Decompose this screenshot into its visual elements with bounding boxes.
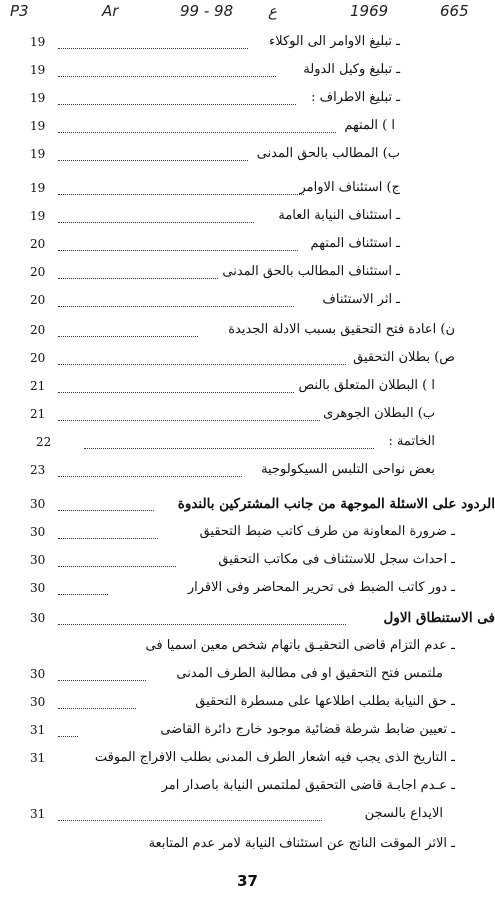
leader-dots xyxy=(58,62,276,77)
entry-title: الايداع بالسجن xyxy=(364,806,443,821)
entry-page: 19 xyxy=(30,119,46,133)
entry-page: 19 xyxy=(30,181,46,195)
entry-page: 19 xyxy=(30,209,46,223)
toc-entry-continuation xyxy=(0,802,495,826)
toc-entry xyxy=(0,318,495,342)
toc-entry-continuation xyxy=(0,662,495,686)
entry-page: 31 xyxy=(30,751,46,765)
entry-title: ـ اثر الاستئناف xyxy=(322,292,400,307)
leader-dots xyxy=(58,552,176,567)
leader-dots xyxy=(58,322,198,337)
archive-header xyxy=(0,2,495,26)
entry-title: فى الاستنطاق الاول xyxy=(383,610,495,626)
entry-title: ج) استئناف الاوامر xyxy=(299,180,400,195)
header-code: P3 xyxy=(10,2,29,20)
entry-page: 20 xyxy=(30,293,46,307)
leader-dots xyxy=(58,806,322,821)
leader-dots xyxy=(58,236,298,251)
entry-title: ن) اعادة فتح التحقيق بسبب الادلة الجديدة xyxy=(228,322,455,337)
entry-title: ـ تبليغ وكيل الدولة xyxy=(303,62,400,77)
header-year: 1969 xyxy=(350,2,389,20)
entry-page: 19 xyxy=(30,91,46,105)
leader-dots xyxy=(58,666,146,681)
leader-dots xyxy=(58,180,304,195)
entry-title: ـ الاثر الموقت الناتج عن استئناف النيابة لامر عدم المتابعة xyxy=(148,836,455,851)
entry-page: 20 xyxy=(30,265,46,279)
entry-page: 19 xyxy=(30,63,46,77)
leader-dots xyxy=(58,378,294,393)
entry-page: 31 xyxy=(30,723,46,737)
toc-entry xyxy=(0,746,495,770)
toc-entry xyxy=(0,458,495,482)
entry-title: ا ) المتهم xyxy=(344,118,395,133)
entry-page: 22 xyxy=(36,435,52,449)
entry-title: ـ تعيين ضابط شرطة قضائية موجود خارج دائرة القاضى xyxy=(160,722,455,737)
toc-entry xyxy=(0,374,495,398)
entry-page: 19 xyxy=(30,147,46,161)
entry-title: ـ ضرورة المعاونة من طرف كاتب ضبط التحقيق xyxy=(199,524,455,539)
toc-entry xyxy=(0,690,495,714)
toc-entry xyxy=(0,576,495,600)
toc-entry xyxy=(0,402,495,426)
toc-entry xyxy=(0,176,495,200)
leader-dots xyxy=(58,722,78,737)
leader-dots xyxy=(58,462,242,477)
header-range: 99 - 98 xyxy=(180,2,234,20)
entry-page: 30 xyxy=(30,667,46,681)
toc-entry xyxy=(0,58,495,82)
entry-page: 20 xyxy=(30,237,46,251)
header-letter: ع xyxy=(268,2,277,20)
entry-page: 30 xyxy=(30,581,46,595)
entry-page: 30 xyxy=(30,525,46,539)
entry-title: الخاتمة : xyxy=(388,434,435,449)
entry-page: 30 xyxy=(30,497,46,511)
entry-title: ملتمس فتح التحقيق او فى مطالبة الطرف المدنى xyxy=(176,666,443,681)
toc-entry xyxy=(0,832,495,856)
toc-section-heading xyxy=(0,492,495,516)
toc-entry xyxy=(0,634,495,658)
page-number: 37 xyxy=(237,872,258,890)
leader-dots xyxy=(58,264,218,279)
leader-dots xyxy=(58,208,254,223)
header-lang: Ar xyxy=(102,2,119,20)
entry-page: 21 xyxy=(30,407,46,421)
toc-entry xyxy=(0,774,495,798)
header-number: 665 xyxy=(440,2,469,20)
entry-title: ـ حق النيابة بطلب اطلاعها على مسطرة التحقيق xyxy=(195,694,455,709)
leader-dots xyxy=(58,524,158,539)
leader-dots xyxy=(58,292,294,307)
toc-entry xyxy=(0,346,495,370)
leader-dots xyxy=(58,694,136,709)
toc-entry xyxy=(0,142,495,166)
toc-entry xyxy=(0,288,495,312)
entry-page: 20 xyxy=(30,351,46,365)
entry-page: 30 xyxy=(30,611,46,625)
leader-dots xyxy=(58,610,346,625)
toc-entry xyxy=(0,430,495,454)
entry-page: 19 xyxy=(30,35,46,49)
entry-title: ـ التاريخ الذى يجب فيه اشعار الطرف المدنى بطلب الافراج الموقت xyxy=(94,750,455,765)
leader-dots xyxy=(58,406,320,421)
entry-page: 21 xyxy=(30,379,46,393)
toc-entry xyxy=(0,520,495,544)
toc-section-heading xyxy=(0,606,495,630)
entry-title: الردود على الاسئلة الموجهة من جانب المشتركين بالندوة xyxy=(177,496,495,512)
entry-title: ص) بطلان التحقيق xyxy=(353,350,455,365)
entry-page: 20 xyxy=(30,323,46,337)
toc-entry xyxy=(0,232,495,256)
entry-title: ـ استئناف المطالب بالحق المدنى xyxy=(222,264,400,279)
entry-title: ب) البطلان الجوهرى xyxy=(323,406,435,421)
entry-title: ب) المطالب بالحق المدنى xyxy=(256,146,400,161)
entry-page: 30 xyxy=(30,695,46,709)
toc-entry xyxy=(0,260,495,284)
leader-dots xyxy=(84,434,374,449)
toc-entry xyxy=(0,204,495,228)
leader-dots xyxy=(58,496,154,511)
entry-title: ـ تبليغ الاطراف : xyxy=(311,90,400,105)
toc-entry xyxy=(0,718,495,742)
entry-page: 30 xyxy=(30,553,46,567)
entry-title: بعض نواحى التلبس السيكولوجية xyxy=(261,462,435,477)
entry-title: ـ دور كاتب الضبط فى تحرير المحاضر وفى الاقرار xyxy=(187,580,455,595)
entry-title: ـ عدم التزام قاضى التحقيـق باتهام شخص معين اسميا فى xyxy=(145,638,455,653)
leader-dots xyxy=(58,580,108,595)
toc-entry xyxy=(0,86,495,110)
leader-dots xyxy=(58,90,296,105)
toc-entry xyxy=(0,30,495,54)
entry-page: 23 xyxy=(30,463,46,477)
entry-page: 31 xyxy=(30,807,46,821)
entry-title: ا ) البطلان المتعلق بالنص xyxy=(298,378,435,393)
entry-title: ـ تبليغ الاوامر الى الوكلاء xyxy=(269,34,400,49)
toc-entry xyxy=(0,548,495,572)
entry-title: ـ احداث سجل للاستئناف فى مكاتب التحقيق xyxy=(218,552,455,567)
toc-entry xyxy=(0,114,495,138)
entry-title: ـ استئناف المتهم xyxy=(310,236,400,251)
entry-title: ـ استئناف النيابة العامة xyxy=(278,208,400,223)
leader-dots xyxy=(58,146,248,161)
leader-dots xyxy=(58,350,346,365)
leader-dots xyxy=(58,34,248,49)
entry-title: ـ عـدم اجابـة قاضى التحقيق لملتمس النيابة باصدار امر xyxy=(161,778,455,793)
leader-dots xyxy=(58,118,336,133)
